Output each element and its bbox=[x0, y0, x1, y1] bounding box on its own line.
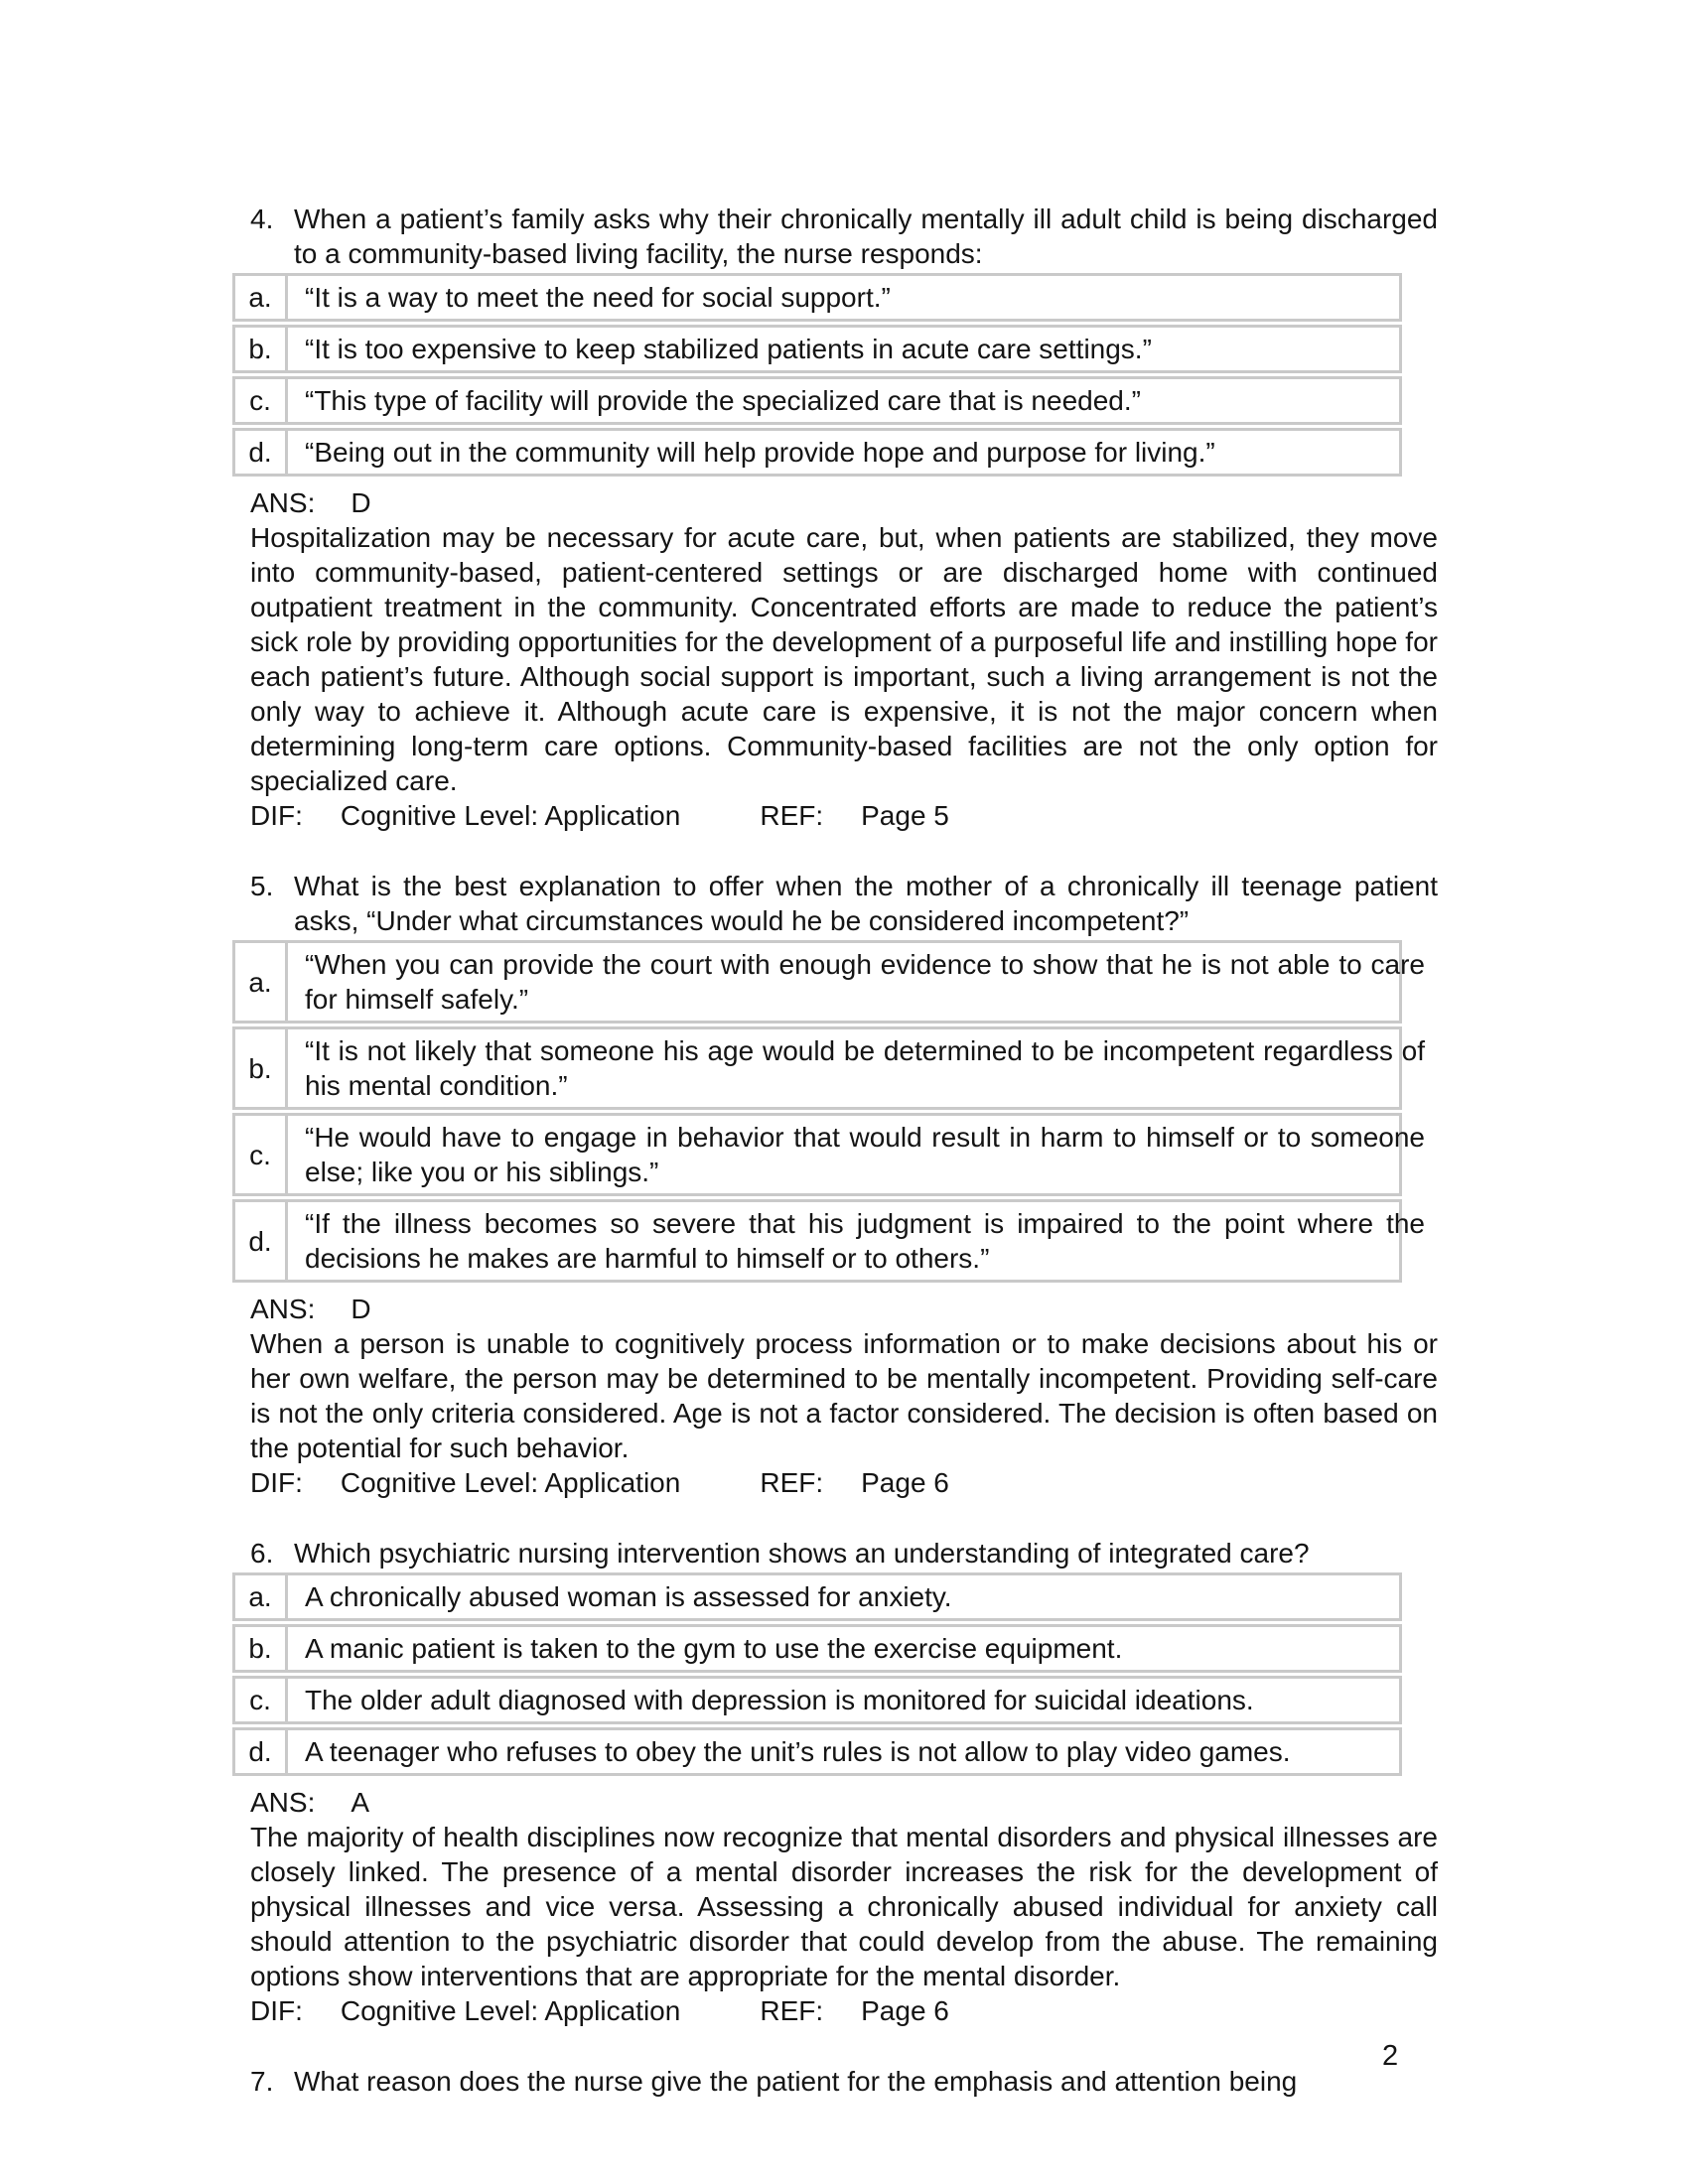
question-heading bbox=[250, 2064, 1438, 2099]
option-letter: d. bbox=[235, 1202, 288, 1280]
option-row bbox=[232, 325, 1402, 373]
question-number: 4. bbox=[250, 204, 274, 234]
question-text: What is the best explanation to offer when the mother of a chronically ill teenage patient asks, “Under what circumstances would he be considered incompetent?” bbox=[294, 871, 1438, 936]
option-row bbox=[232, 428, 1402, 477]
dif-value: Cognitive Level: Application bbox=[340, 800, 681, 831]
question-number: 5. bbox=[250, 871, 274, 901]
option-text: “He would have to engage in behavior that would result in harm to himself or to someone else; like you or his siblings.” bbox=[305, 1122, 1425, 1187]
answer-label: ANS: bbox=[250, 1787, 316, 1818]
option-text: “When you can provide the court with enough evidence to show that he is not able to care for himself safely.” bbox=[305, 949, 1425, 1015]
question-block bbox=[250, 2064, 1438, 2099]
option-row bbox=[232, 1113, 1425, 1196]
option-letter: a. bbox=[235, 1575, 288, 1618]
answer-label: ANS: bbox=[250, 487, 316, 518]
rationale-text: Hospitalization may be necessary for acute care, but, when patients are stabilized, they move into community-based, patient-centered settings or are discharged home with continued outpatient treatment in the community. Concentrated efforts are made to reduce the patient’s sick role by providing opportunities for the development of a purposeful life and instilling hope for each patient’s future. Although social support is important, such a living arrangement is not the only way to achieve it. Although acute care is expensive, it is not the major concern when determining long-term care options. Community-based facilities are not the only option for specialized care. bbox=[250, 522, 1438, 796]
ref-value: Page 6 bbox=[861, 1467, 949, 1498]
ref-value: Page 5 bbox=[861, 800, 949, 831]
answer-line bbox=[250, 1785, 1438, 1820]
option-text: “This type of facility will provide the specialized care that is needed.” bbox=[305, 385, 1141, 416]
ref-label: REF: bbox=[760, 1467, 824, 1498]
option-letter: b. bbox=[235, 1627, 288, 1670]
dif-label: DIF: bbox=[250, 1467, 303, 1498]
option-letter: d. bbox=[235, 1730, 288, 1773]
dif-ref-line bbox=[250, 1993, 1438, 2028]
option-text: The older adult diagnosed with depression is monitored for suicidal ideations. bbox=[305, 1685, 1254, 1715]
option-text: “It is too expensive to keep stabilized patients in acute care settings.” bbox=[305, 334, 1152, 364]
question-text: What reason does the nurse give the patient for the emphasis and attention being bbox=[294, 2066, 1298, 2097]
ref-label: REF: bbox=[760, 1995, 824, 2026]
option-letter: a. bbox=[235, 943, 288, 1021]
ref-value: Page 6 bbox=[861, 1995, 949, 2026]
dif-label: DIF: bbox=[250, 1995, 303, 2026]
option-row bbox=[232, 376, 1402, 425]
answer-line bbox=[250, 1292, 1438, 1326]
answer-value: D bbox=[351, 487, 371, 518]
rationale-text: The majority of health disciplines now recognize that mental disorders and physical illnesses are closely linked. The presence of a mental disorder increases the risk for the development of physical illnesses and vice versa. Assessing a chronically abused individual for anxiety call should attention to the psychiatric disorder that could develop from the abuse. The remaining options show interventions that are appropriate for the mental disorder. bbox=[250, 1822, 1438, 1991]
answer-line bbox=[250, 485, 1438, 520]
answer-value: D bbox=[351, 1294, 371, 1324]
option-text: “It is a way to meet the need for social support.” bbox=[305, 282, 891, 313]
option-letter: a. bbox=[235, 276, 288, 319]
question-block bbox=[250, 869, 1438, 1500]
page-number: 2 bbox=[1382, 2040, 1399, 2072]
option-row bbox=[232, 1676, 1402, 1724]
dif-value: Cognitive Level: Application bbox=[340, 1467, 681, 1498]
option-text: “Being out in the community will help provide hope and purpose for living.” bbox=[305, 437, 1215, 468]
option-letter: c. bbox=[235, 1116, 288, 1193]
answer-label: ANS: bbox=[250, 1294, 316, 1324]
page-content bbox=[250, 202, 1438, 2099]
dif-ref-line bbox=[250, 1465, 1438, 1500]
dif-label: DIF: bbox=[250, 800, 303, 831]
option-row bbox=[232, 1199, 1425, 1283]
option-text: A manic patient is taken to the gym to use the exercise equipment. bbox=[305, 1633, 1123, 1664]
option-row bbox=[232, 1026, 1425, 1110]
question-heading bbox=[250, 202, 1438, 271]
question-number: 6. bbox=[250, 1538, 274, 1569]
question-number: 7. bbox=[250, 2066, 274, 2097]
option-text: A teenager who refuses to obey the unit’s rules is not allow to play video games. bbox=[305, 1736, 1291, 1767]
question-block bbox=[250, 1536, 1438, 2028]
options-table bbox=[232, 940, 1425, 1283]
option-row bbox=[232, 1727, 1402, 1776]
option-letter: c. bbox=[235, 379, 288, 422]
question-text: Which psychiatric nursing intervention shows an understanding of integrated care? bbox=[294, 1538, 1310, 1569]
question-text: When a patient’s family asks why their chronically mentally ill adult child is being discharged to a community-based living facility, the nurse responds: bbox=[294, 204, 1438, 269]
option-text: “It is not likely that someone his age would be determined to be incompetent regardless of his mental condition.” bbox=[305, 1035, 1425, 1101]
options-table bbox=[232, 1572, 1402, 1776]
option-row bbox=[232, 1624, 1402, 1673]
option-letter: b. bbox=[235, 1029, 288, 1107]
dif-value: Cognitive Level: Application bbox=[340, 1995, 681, 2026]
option-letter: c. bbox=[235, 1679, 288, 1721]
option-row bbox=[232, 940, 1425, 1024]
option-row bbox=[232, 1572, 1402, 1621]
options-table bbox=[232, 273, 1402, 477]
question-heading bbox=[250, 1536, 1438, 1570]
ref-label: REF: bbox=[760, 800, 824, 831]
answer-value: A bbox=[351, 1787, 370, 1818]
question-block bbox=[250, 202, 1438, 833]
rationale-text: When a person is unable to cognitively process information or to make decisions about his or her own welfare, the person may be determined to be mentally incompetent. Providing self-care is not the only criteria considered. Age is not a factor considered. The decision is often based on the potential for such behavior. bbox=[250, 1328, 1438, 1463]
dif-ref-line bbox=[250, 798, 1438, 833]
option-row bbox=[232, 273, 1402, 322]
option-letter: d. bbox=[235, 431, 288, 474]
option-letter: b. bbox=[235, 328, 288, 370]
question-heading bbox=[250, 869, 1438, 938]
option-text: “If the illness becomes so severe that his judgment is impaired to the point where the decisions he makes are harmful to himself or to others.” bbox=[305, 1208, 1425, 1274]
option-text: A chronically abused woman is assessed for anxiety. bbox=[305, 1581, 952, 1612]
